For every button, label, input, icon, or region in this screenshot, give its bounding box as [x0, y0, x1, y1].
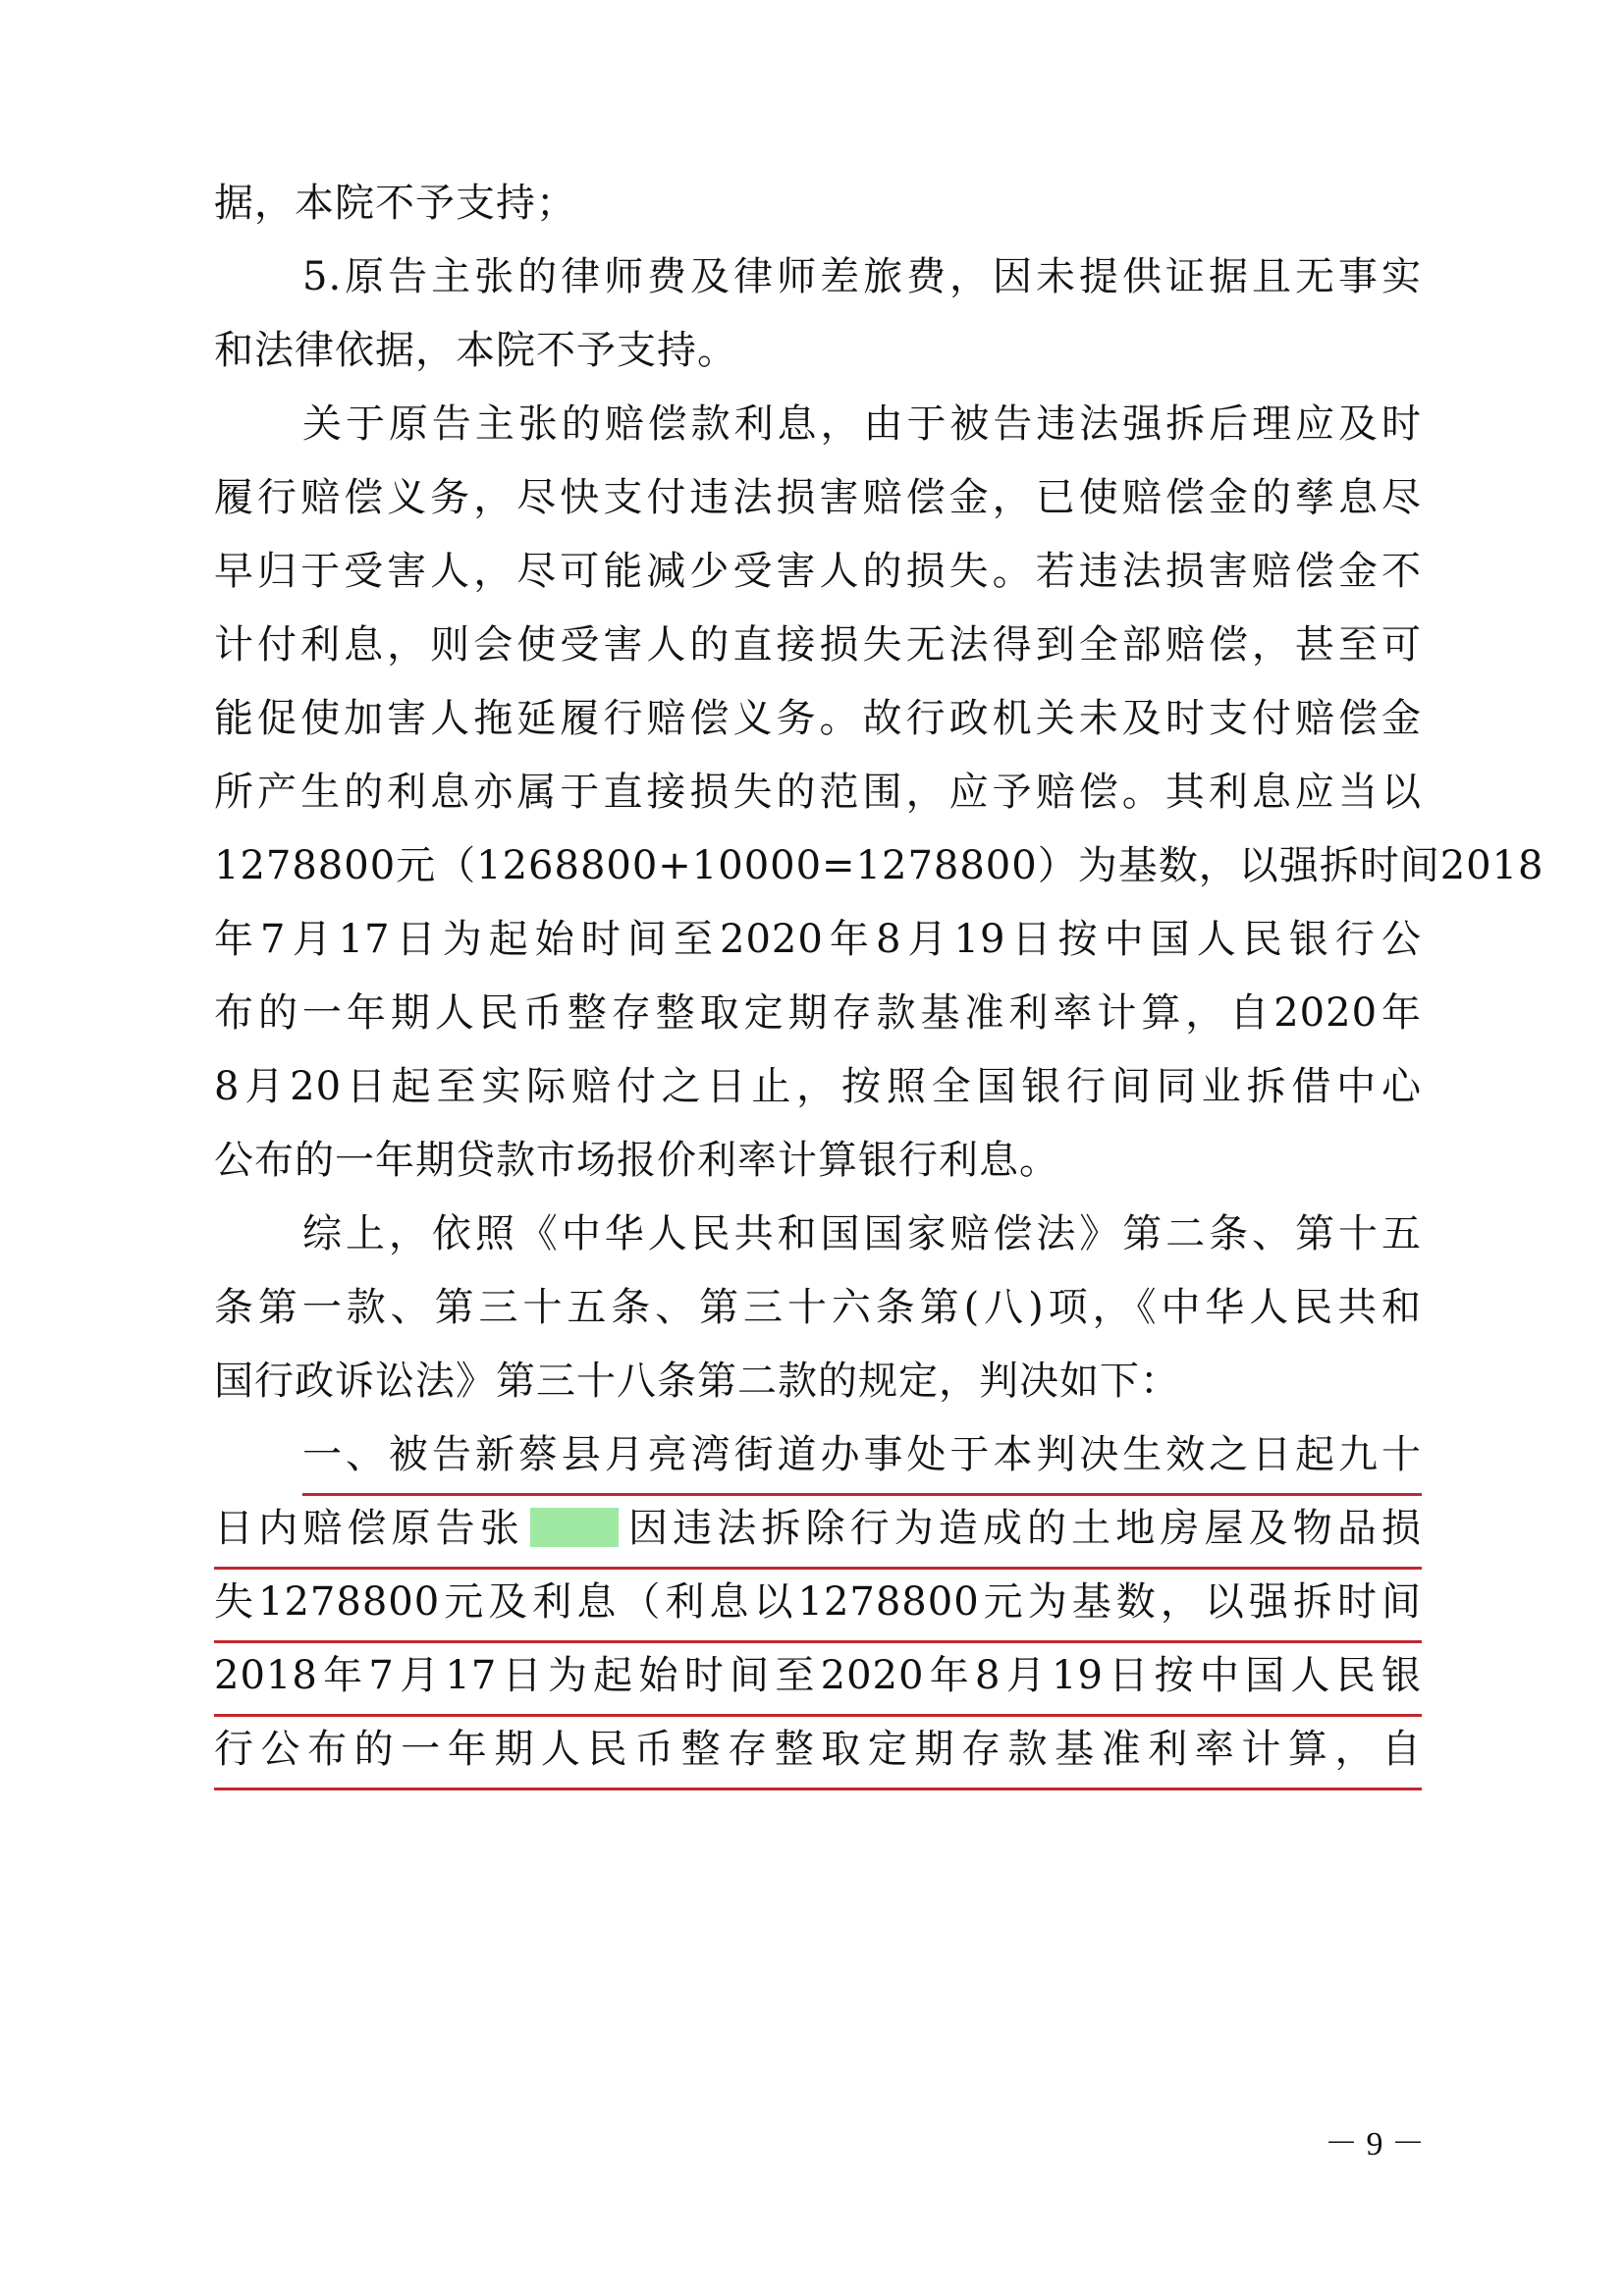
- page-number: － 9 －: [1325, 2126, 1425, 2163]
- text-line: 国行政诉讼法》第三十八条第二款的规定，判决如下：: [214, 1359, 1180, 1404]
- text-line: 1278800元（1268800+10000=1278800）为基数，以强拆时间2018: [214, 843, 1544, 888]
- text-line: 年7月17日为起始时间至2020年8月19日按中国人民银行公: [214, 917, 1422, 962]
- highlighted-line: [214, 1490, 1422, 1570]
- text-line: 条第一款、第三十五条、第三十六条第(八)项，《中华人民共和: [214, 1285, 1422, 1330]
- text-line: 能促使加害人拖延履行赔偿义务。故行政机关未及时支付赔偿金: [214, 696, 1422, 741]
- text-line: 关于原告主张的赔偿款利息，由于被告违法强拆后理应及时: [302, 401, 1422, 447]
- text-line: 所产生的利息亦属于直接损失的范围，应予赔偿。其利息应当以: [214, 770, 1422, 815]
- highlighted-line: 一、被告新蔡县月亮湾街道办事处于本判决生效之日起九十: [302, 1416, 1422, 1496]
- text-line: 公布的一年期贷款市场报价利率计算银行利息。: [214, 1138, 1059, 1183]
- text-line: 早归于受害人，尽可能减少受害人的损失。若违法损害赔偿金不: [214, 549, 1422, 594]
- line-segment: 日内赔偿原告张: [214, 1506, 524, 1551]
- text-line: 履行赔偿义务，尽快支付违法损害赔偿金，已使赔偿金的孳息尽: [214, 475, 1422, 520]
- text-line: 计付利息，则会使受害人的直接损失无法得到全部赔偿，甚至可: [214, 622, 1422, 667]
- line-segment: 因违法拆除行为造成的土地房屋及物品损: [623, 1506, 1423, 1551]
- highlighted-line: 2018年7月17日为起始时间至2020年8月19日按中国人民银: [214, 1637, 1422, 1717]
- text-line: 综上，依照《中华人民共和国国家赔偿法》第二条、第十五: [302, 1211, 1422, 1256]
- text-line: 布的一年期人民币整存整取定期存款基准利率计算，自2020年: [214, 990, 1422, 1036]
- text-line: 据，本院不予支持；: [214, 181, 576, 226]
- redaction-mark: [530, 1508, 619, 1547]
- text-line: 8月20日起至实际赔付之日止，按照全国银行间同业拆借中心: [214, 1064, 1422, 1109]
- text-line: 5.原告主张的律师费及律师差旅费，因未提供证据且无事实: [302, 254, 1422, 299]
- highlighted-line: 行公布的一年期人民币整存整取定期存款基准利率计算，自: [214, 1711, 1422, 1790]
- highlighted-line: 失1278800元及利息（利息以1278800元为基数，以强拆时间: [214, 1564, 1422, 1643]
- text-line: 和法律依据，本院不予支持。: [214, 328, 737, 373]
